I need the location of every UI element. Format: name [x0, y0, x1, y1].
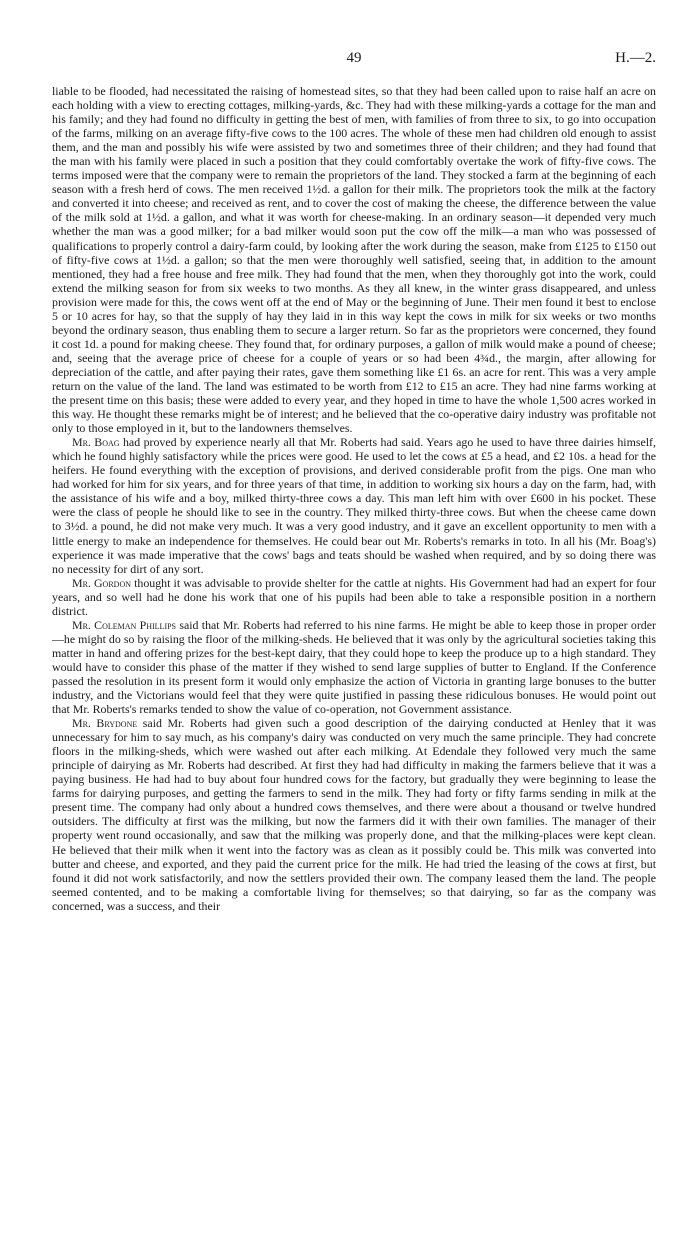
speaker-name: Mr. Gordon [72, 575, 131, 590]
paragraph-text: had proved by experience nearly all that Mr. Roberts had said. Years ago he used to have three dairies himself, which he found highly satisfactory while the prices were good. He used to let the cows at £5 a head, and £2 10s. a head for the heifers. He found everything with the exception of provisions, and derived considerable profit from the pigs. One man who had worked for him for six years, and for three years of that time, in addition to working six hours a day on the farm, had, with the assistance of his wife and a boy, milked thirty-three cows a day. This man left him with over £600 in his pocket. These were the class of people he should like to see in the country. They milked thirty-three cows. But when the cheese came down to 3½d. a pound, he did not make very much. It was a very good industry, and it gave an excellent opportunity to men with a little energy to make an independence for themselves. He could bear out Mr. Roberts's remarks in toto. In all his (Mr. Boag's) experience it was made imperative that the cows' bags and teats should be washed when required, and by so doing there was no necessity for dirt of any sort. [52, 435, 656, 576]
paragraph-coleman-phillips [52, 618, 656, 716]
document-page [0, 44, 700, 1254]
body-text [52, 84, 656, 913]
paragraph-boag [52, 435, 656, 575]
paragraph-text: liable to be flooded, had necessitated the raising of homestead sites, so that they had been called upon to raise half an acre on each holding with a view to erecting cottages, milking-yards, &c. They had with these milking-yards a cottage for the man and his family; and they had found no difficulty in getting the best of men, with families of from three to six, to go into occupation of the farms, milking on an average fifty-five cows to the 100 acres. The whole of these men had children old enough to assist them, and the man and possibly his wife were assisted by two and sometimes three of their children; and they had found that the man with his family were placed in such a position that they could comfortably overtake the work of fifty-five cows. The terms imposed were that the company were to remain the proprietors of the land. They stocked a farm at the beginning of each season with a fresh herd of cows. The men received 1½d. a gallon for their milk. The proprietors took the milk at the factory and converted it into cheese; and received as rent, and to cover the cost of making the cheese, the difference between the value of the milk sold at 1½d. a gallon, and what it was worth for cheese-making. In an ordinary season—it depended very much whether the man was a good milker; for a bad milker would soon put the cow off the milk—a man who was possessed of qualifications to properly control a dairy-farm could, by looking after the work during the season, make from £125 to £150 out of fifty-five cows at 1½d. a gallon; so that the men were thoroughly well satisfied, seeing that, in addition to the amount mentioned, they had a free house and free milk. They had found that the men, when they thoroughly got into the work, could extend the milking season for from six weeks to two months. As they all knew, in the winter grass disappeared, and unless provision were made for this, the cows went off at the end of May or the beginning of June. Their men found it best to enclose 5 or 10 acres for hay, so that the supply of hay they laid in in this way kept the cows in milk for six weeks or two months beyond the ordinary season, thus enabling them to secure a larger return. So far as the proprietors were concerned, they found it cost 1d. a pound for making cheese. They found that, for ordinary purposes, a gallon of milk would make a pound of cheese; and, seeing that the average price of cheese for a couple of years or so had been 4¾d., the margin, after allowing for depreciation of the cattle, and after paying their rates, gave them something like £1 6s. an acre for rent. This was a very ample return on the value of the land. The land was estimated to be worth from £12 to £15 an acre. They had nine farms working at the present time on this basis; these were added to every year, and they hoped in time to have the whole 1,500 acres worked in this way. He thought these remarks might be of interest; and he believed that the co-operative dairy industry was profitable not only to those employed in it, but to the landowners themselves. [52, 84, 656, 436]
paragraph-text: said that Mr. Roberts had referred to his nine farms. He might be able to keep those in proper order—he might do so by raising the floor of the milking-sheds. He believed that it was only by the agricultural societies taking this matter in hand and offering prizes for the best-kept dairy, that they could hope to keep the produce up to a high standard. They would have to consider this phase of the matter if they wished to send large supplies of butter to England. If the Conference passed the resolution in its present form it would only emphasize the action of Victoria in granting large bonuses to the butter industry, and the Victorians would feel that they were quite justified in passing these ridiculous bonuses. He would point out that Mr. Roberts's remarks tended to show the value of co-operation, not Government assistance. [52, 617, 656, 717]
speaker-name: Mr. Coleman Phillips [72, 617, 177, 632]
page-number: 49 [346, 50, 362, 66]
speaker-name: Mr. Brydone [72, 716, 138, 731]
paragraph-text: said Mr. Roberts had given such a good description of the dairying conducted at Henley that it was unnecessary for him to say much, as his company's dairy was conducted on very much the same principle. They had concrete floors in the milking-sheds, which were washed out after each milking. At Edendale they followed very much the same principle of dairying as Mr. Roberts had described. At first they had had difficulty in making the farmers believe that it was a paying business. He had had to buy about four hundred cows for the factory, but gradually they were beginning to lease the farms for dairying purposes, and getting the farmers to send in the milk. They had forty or fifty farms sending in milk at the present time. The company had only about a hundred cows themselves, and there were about a thousand or twelve hundred outsiders. The difficulty at first was the milking, but now the farmers did it with their own families. The manager of their property went round occasionally, and saw that the milking was properly done, and that the milking-places were kept clean. He believed that their milk when it went into the factory was as clean as it possibly could be. This milk was converted into butter and cheese, and exported, and they paid the current price for the milk. He had tried the leasing of the cows at first, but found it did not work satisfactorily, and now the settlers provided their own. The company leased them the land. The people seemed contented, and to be making a comfortable living for themselves; so that dairying, so far as the company was concerned, was a success, and their [52, 716, 656, 913]
paragraph-text: thought it was advisable to provide shelter for the cattle at nights. His Government had had an expert for four years, and so well had he done his work that one of his pupils had been able to take a responsible position in a northern district. [52, 575, 656, 618]
paragraph-roberts-continued [52, 84, 656, 435]
speaker-name: Mr. Boag [72, 435, 120, 450]
paragraph-gordon [52, 576, 656, 618]
page-header [52, 44, 656, 84]
document-reference: H.—2. [615, 50, 656, 66]
paragraph-brydone [52, 716, 656, 913]
